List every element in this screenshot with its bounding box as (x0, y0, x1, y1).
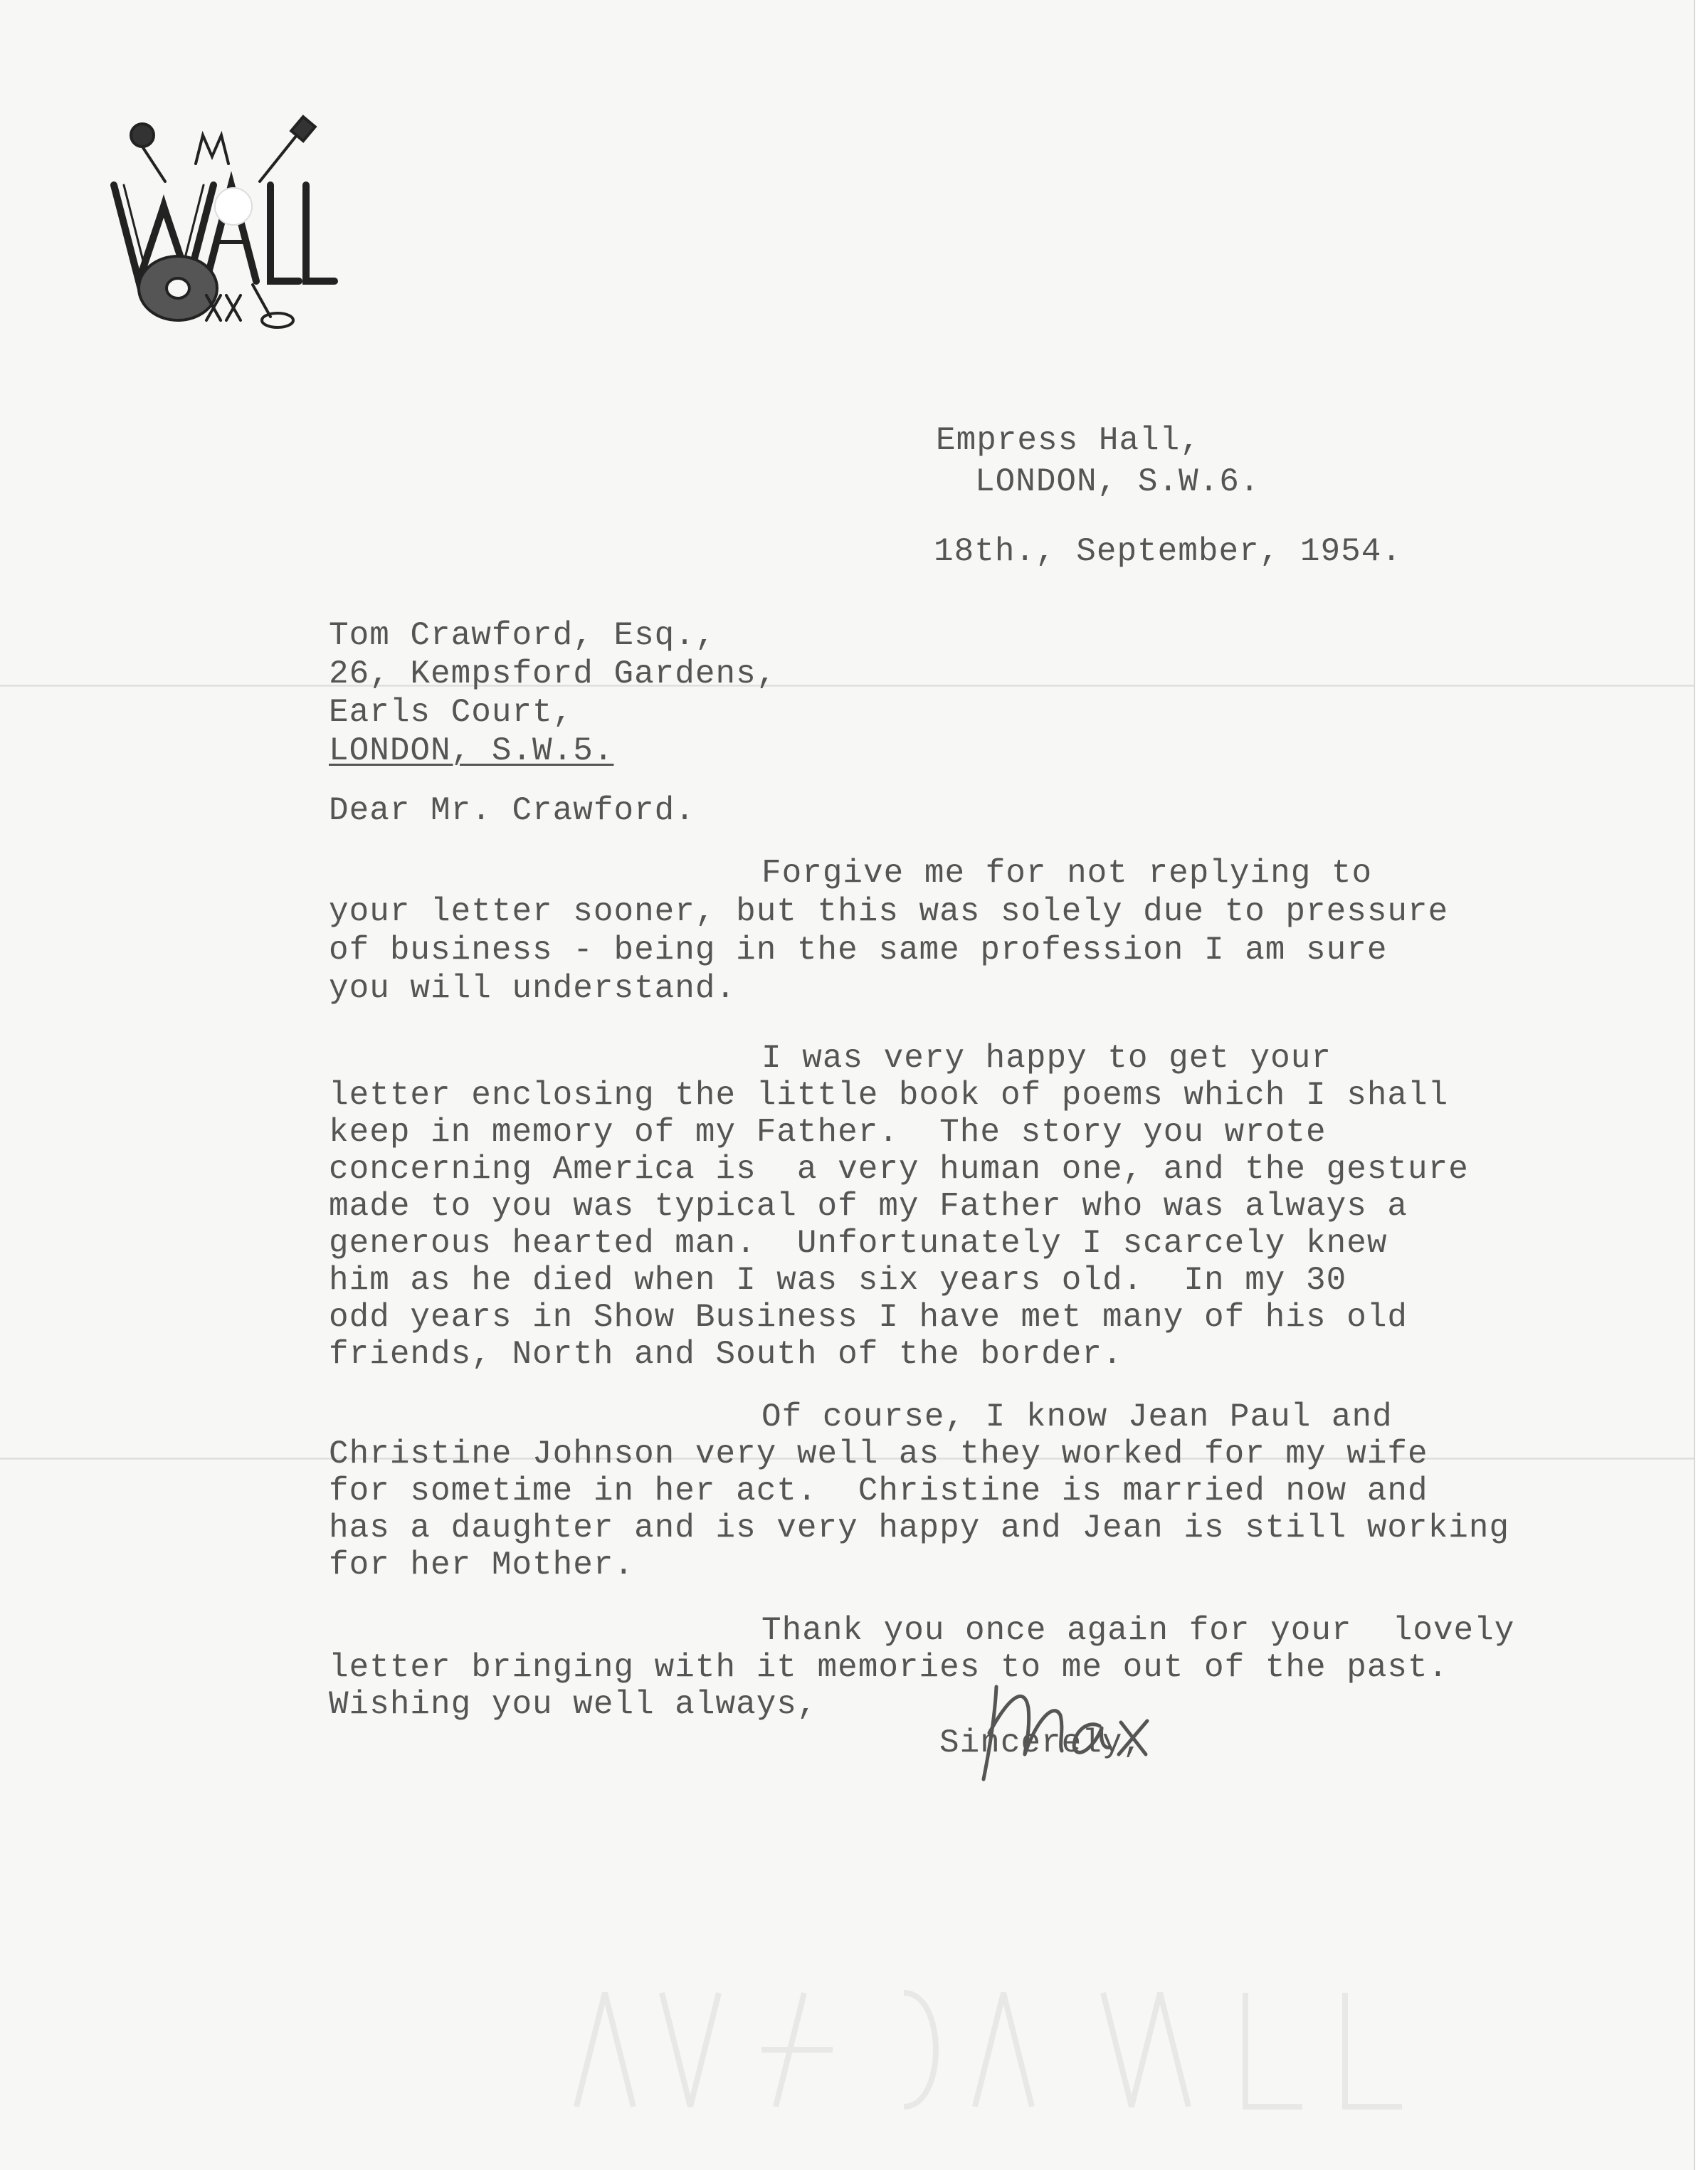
closing: Sincerely, (939, 1724, 1144, 1761)
recipient-line2: 26, Kempsford Gardens, (329, 655, 777, 692)
paragraph-3-line: for sometime in her act. Christine is married now and (329, 1473, 1428, 1510)
paragraph-4-line: Wishing you well always, (329, 1686, 818, 1723)
paragraph-2-line: odd years in Show Business I have met many of his old (329, 1299, 1408, 1336)
paragraph-2-line: him as he died when I was six years old. In my 30 (329, 1262, 1347, 1299)
paragraph-3-line: Christine Johnson very well as they worked for my wife (329, 1436, 1428, 1473)
paragraph-1-line: Forgive me for not replying to (761, 855, 1373, 892)
paragraph-2-line: keep in memory of my Father. The story you wrote (329, 1114, 1327, 1151)
recipient-line4: LONDON, S.W.5. (329, 732, 614, 769)
paragraph-2-line: made to you was typical of my Father who was always a (329, 1188, 1408, 1225)
salutation: Dear Mr. Crawford. (329, 792, 695, 829)
signature-max (968, 1665, 1196, 1786)
paragraph-2-line: I was very happy to get your (761, 1040, 1332, 1077)
paragraph-1-line: your letter sooner, but this was solely due to pressure (329, 893, 1449, 930)
fold-line (0, 685, 1694, 687)
sender-address-line1: Empress Hall, (936, 422, 1201, 459)
paragraph-2-line: generous hearted man. Unfortunately I scarcely knew (329, 1225, 1388, 1262)
sender-address-line2: LONDON, S.W.6. (975, 463, 1260, 500)
letter-date: 18th., September, 1954. (934, 533, 1402, 570)
recipient-line1: Tom Crawford, Esq., (329, 617, 716, 654)
paragraph-1-line: you will understand. (329, 970, 737, 1007)
recipient-line3: Earls Court, (329, 694, 574, 731)
paragraph-3-line: Of course, I know Jean Paul and (761, 1399, 1393, 1436)
paragraph-1-line: of business - being in the same profession I am sure (329, 932, 1388, 969)
paragraph-2-line: concerning America is a very human one, and the gesture (329, 1151, 1469, 1188)
bleed-through-marks (548, 1964, 1473, 2135)
max-wall-logo-icon (100, 114, 342, 335)
paragraph-4-line: Thank you once again for your lovely (761, 1612, 1515, 1649)
paragraph-3-line: for her Mother. (329, 1547, 635, 1584)
paragraph-2-line: letter enclosing the little book of poems which I shall (329, 1077, 1449, 1114)
paragraph-3-line: has a daughter and is very happy and Jean is still working (329, 1510, 1510, 1547)
paragraph-2-line: friends, North and South of the border. (329, 1336, 1123, 1373)
paragraph-4-line: letter bringing with it memories to me out of the past. (329, 1649, 1449, 1686)
